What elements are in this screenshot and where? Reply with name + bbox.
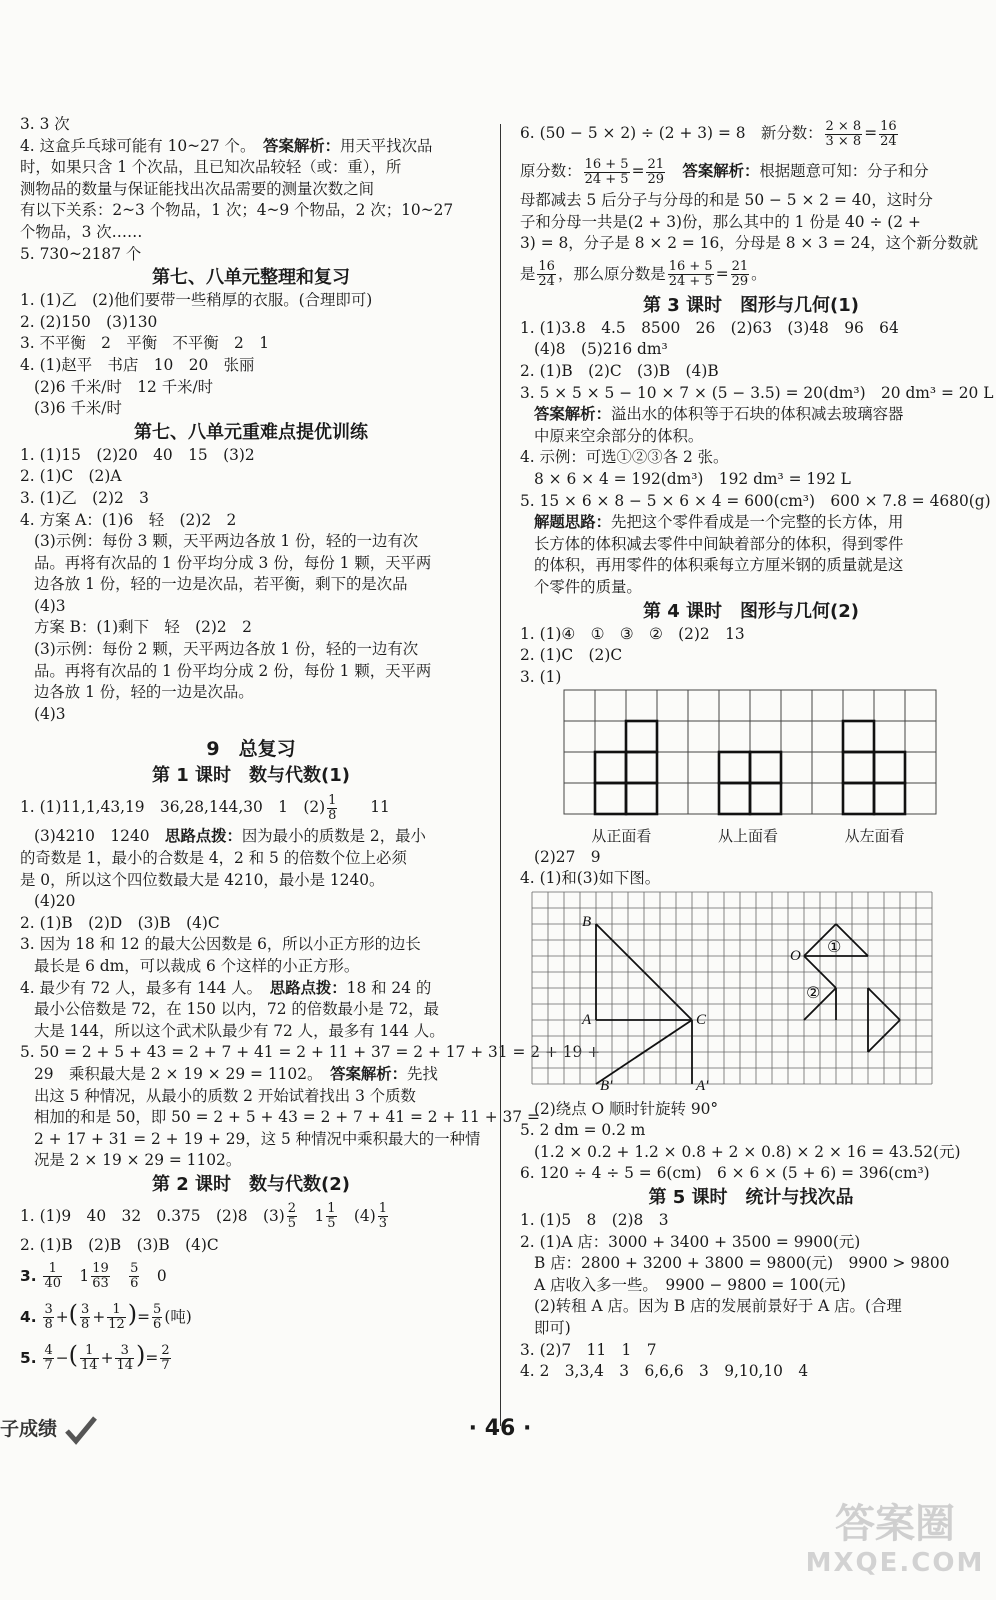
- answer-line: (3)示例：每份 2 颗，天平两边各放 1 份，轻的一边有次: [34, 640, 419, 659]
- answer-line: 29 乘积最大是 2 × 19 × 29 = 1102。: [34, 1064, 331, 1083]
- fraction: $\frac{1}{14}$: [81, 1343, 98, 1374]
- left-view-shape: [843, 721, 905, 814]
- answer-line: 6. 120 ÷ 4 ÷ 5 = 6(cm) 6 × 6 × (5 + 6) = 396(cm³): [520, 1164, 930, 1183]
- answer-value: 11: [370, 798, 390, 817]
- answer-value: 0: [156, 1266, 167, 1285]
- fraction: $\frac{16 + 5}{24 + 5}$: [584, 156, 629, 187]
- brand-corner: [0, 1414, 110, 1454]
- analysis-label: 答案解析：: [682, 162, 760, 180]
- answer-line: 3. (2)7 11 1 7: [520, 1340, 657, 1359]
- item-number: 4.: [20, 1307, 37, 1326]
- point-label-B: B: [582, 914, 592, 931]
- answer-line: 3. 不平衡 2 平衡 不平衡 2 1: [20, 334, 270, 353]
- shape-label-2: ②: [806, 983, 821, 1003]
- answer-line: 有以下关系：2~3 个物品，1 次；4~9 个物品，2 次；10~27: [20, 201, 454, 220]
- answer-line: 1. (1)15 (2)20 40 15 (3)2: [20, 445, 255, 464]
- lesson-heading: 第 2 课时 数与代数(2): [151, 1173, 351, 1195]
- fraction: $\frac{1}{12}$: [108, 1302, 125, 1333]
- answer-line: 1. (1)3.8 4.5 8500 26 (2)63 (3)48 96 64: [520, 318, 899, 337]
- answer-line: 4. (1)和(3)如下图。: [520, 869, 661, 888]
- fraction: $\frac{4}{7}$: [44, 1343, 53, 1374]
- answer-line: 长方体的体积减去零件中间缺着部分的体积，得到零件: [534, 534, 904, 553]
- answer-line: (4)20: [34, 892, 76, 911]
- fraction: $\frac{3}{8}$: [44, 1302, 53, 1333]
- fraction: $\frac{2 \times 8}{3 \times 8}$: [825, 118, 862, 149]
- answer-line: 5. 50 = 2 + 5 + 43 = 2 + 7 + 41 = 2 + 11 + 37 = 2 + 17 + 31 = 2 + 19 +: [20, 1043, 601, 1062]
- watermark-title: 答案圈: [835, 1501, 955, 1547]
- answer-line: 用天平找次品: [340, 136, 433, 155]
- section-heading: 第七、八单元整理和复习: [152, 267, 350, 289]
- answer-line: (2)6 千米/时 12 千米/时: [34, 377, 214, 396]
- section-heading: 第七、八单元重难点提优训练: [134, 421, 368, 443]
- lesson-heading: 第 4 课时 图形与几何(2): [642, 600, 860, 622]
- answer-line: 出这 5 种情况，从最小的质数 2 开始试着找出 3 个质数: [34, 1086, 416, 1105]
- fraction: $\frac{2}{7}$: [161, 1343, 170, 1374]
- brand-text: 子成绩: [0, 1418, 58, 1440]
- answer-line: 原分数：: [520, 162, 582, 180]
- answer-line: (4)3: [34, 596, 66, 615]
- views-grid-figure: [560, 688, 982, 825]
- answer-line: 1. (1)④ ① ③ ② (2)2 13: [520, 624, 745, 643]
- answer-line: 的奇数是 1，最小的合数是 4，2 和 5 的倍数个位上必须: [20, 849, 407, 868]
- right-column: [520, 114, 994, 1383]
- analysis-label: 答案解析：: [534, 405, 611, 424]
- answer-line: 边各放 1 份，轻的一边是次品，若平衡，剩下的是次品: [34, 575, 408, 594]
- item-number: 3.: [20, 1266, 37, 1285]
- answer-line: 方案 B：(1)剩下 轻 (2)2 2: [34, 618, 252, 637]
- operator: −: [55, 1348, 69, 1367]
- answer-line: 况是 2 × 19 × 29 = 1102。: [34, 1151, 242, 1170]
- answer-line: 大是 144，所以这个武术队最少有 72 人，最多有 144 人。: [34, 1021, 445, 1040]
- answer-line: 溢出水的体积等于石块的体积减去玻璃容器: [610, 405, 904, 424]
- answer-line: 3. 3 次: [20, 115, 70, 133]
- answer-line: 3. 5 × 5 × 5 − 10 × 7 × (5 − 3.5) = 20(dm³) 20 dm³ = 20 L: [520, 383, 994, 402]
- fraction: $\frac{16}{24}$: [880, 118, 897, 149]
- fraction: $\frac{3}{14}$: [116, 1343, 134, 1374]
- answer-line: 1. (1)乙 (2)他们要带一些稍厚的衣服。(合理即可): [20, 291, 373, 310]
- answer-value: (4): [353, 1206, 376, 1225]
- watermark-logo: [800, 1500, 990, 1596]
- page-number: · 46 ·: [468, 1416, 532, 1441]
- answer-line: 2 + 17 + 31 = 2 + 19 + 29，这 5 种情况中乘积最大的一种情: [34, 1129, 481, 1148]
- rotation-grid-figure: [522, 890, 982, 1099]
- point-label-Aprime: A′: [696, 1078, 709, 1093]
- answer-line: 是: [520, 264, 536, 283]
- lesson-heading: 第 1 课时 数与代数(1): [151, 765, 351, 787]
- answer-line: (2)27 9: [534, 847, 601, 866]
- view-caption: 从左面看: [844, 826, 905, 845]
- fraction: $\frac{19}{63}$: [92, 1261, 109, 1292]
- answer-line: 3. (1)乙 (2)2 3: [20, 488, 149, 507]
- lesson-heading: 第 5 课时 统计与找次品: [648, 1187, 854, 1209]
- answer-line: 2. (1)C (2)A: [20, 467, 122, 486]
- answer-line: 1. (1)11,1,43,19 36,28,144,30 1 (2): [20, 798, 326, 817]
- answer-line: (2)转租 A 店。因为 B 店的发展前景好于 A 店。(合理: [534, 1297, 902, 1316]
- fraction: $\frac{3}{8}$: [81, 1302, 90, 1333]
- answer-line: 1. (1)5 8 (2)8 3: [520, 1211, 669, 1230]
- fraction: $\frac{16}{24}$: [538, 259, 555, 290]
- answer-line: ，那么原分数是: [557, 264, 666, 283]
- answer-line: 中原来空余部分的体积。: [534, 426, 704, 445]
- punctuation: 。: [751, 264, 767, 283]
- fraction: $\frac{5}{6}$: [130, 1261, 139, 1292]
- rotation-grid: [522, 890, 942, 1092]
- point-label-Bprime: B′: [600, 1078, 613, 1093]
- hint-label: 思路点拨：: [164, 827, 242, 846]
- operator: =: [864, 124, 878, 142]
- answer-line: (2)绕点 O 顺时针旋转 90°: [534, 1099, 719, 1118]
- hint-label: 思路点拨：: [269, 978, 347, 997]
- answer-line: 6. (50 − 5 × 2) ÷ (2 + 3) = 8 新分数：: [520, 124, 823, 142]
- answer-line: 相加的和是 50，即 50 = 2 + 5 + 43 = 2 + 7 + 41 = 2 + 11 + 37 =: [34, 1108, 540, 1127]
- fraction: $\frac{16 + 5}{24 + 5}$: [668, 259, 713, 290]
- operator: =: [715, 264, 729, 283]
- answer-line: 3. (1): [520, 667, 562, 686]
- answer-line: 因为最小的质数是 2，最小: [241, 827, 426, 846]
- answer-line: (4)8 (5)216 dm³: [534, 340, 668, 359]
- answer-line: 3. 因为 18 和 12 的最大公因数是 6，所以小正方形的边长: [20, 935, 421, 954]
- operator: =: [631, 162, 645, 180]
- answer-line: 2. (1)C (2)C: [520, 646, 623, 665]
- fraction: $\frac{21}{29}$: [647, 156, 665, 187]
- answer-line: 2. (1)B (2)C (3)B (4)B: [520, 361, 719, 380]
- chapter-heading: 9 总复习: [206, 738, 296, 761]
- operator: =: [145, 1348, 159, 1367]
- answer-line: 个物品，3 次……: [20, 222, 143, 241]
- answer-line: 8 × 6 × 4 = 192(dm³) 192 dm³ = 192 L: [534, 469, 851, 488]
- answer-line: (3)示例：每份 3 颗，天平两边各放 1 份，轻的一边有次: [34, 532, 419, 551]
- point-label-A: A: [582, 1012, 592, 1029]
- answer-line: 先把这个零件看成是一个完整的长方体，用: [610, 513, 904, 532]
- answer-line: (3)4210 1240: [34, 827, 165, 846]
- point-label-C: C: [696, 1012, 707, 1029]
- answer-line: 时，如果只含 1 个次品，且已知次品较轻（或：重），所: [20, 158, 402, 177]
- left-column: 3. 3 次 4. 这盒乒乓球可能有 10~27 个。 答案解析：用天平找次品 时，如果只含 1 个次品，且已知次品较轻（或：重），所 测物品的数量与保证能找出次品需要的测量次数之间 有以下关系：2~3 个物品，1 次；4~9 个物品，2 次；10~27 个物品，3 次…… 5. 730~2187 个 第七、八单元整理和复习 1. (1)乙 (2)他们要带一些稍厚的衣服。(合理即可) 2. (2)150 (3)130 3. 不平衡 2 平衡 不平衡 2 1 4. (1)赵平 书店 10 20 张丽 (2)6 千米/时 12 千米/时 (3)6 千米/时 第七、八单元重难点提优训练 1. (1)15 (2)20 40 15 (3)2 2. (1)C (2)A 3. (1)乙 (2)2 3 4. 方案 A：(1)6 轻 (2)2 2 (3)示例：每份 3 颗，天平两边各放 1 份，轻的一边有次 品。再将有次品的 1 份平均分成 3 份，每份 1 颗，天平两 边各放 1 份，轻的一边是次品，若平衡，剩下的是次品 (4)3 方案 B：(1)剩下 轻 (2)2 2 (3)示例：每份 2 颗，天平两边各放 1 份，轻的一边有次 品。再将有次品的 1 份平均分成 2 份，每份 1 颗，天平两 边各放 1 份，轻的一边是次品。 (4)3 9 总复习 第 1 课时 数与代数(1) 1. (1)11,1,43,19 36,28,144,30 1 (2) $\frac{1}{8}$ 11 (3)4210 1240 思路点拨：因为最小的质数是 2，最小 的奇数是 1，最小的合数是 4，2 和 5 的倍数个位上必须 是 0，所以这个四位数最大是 4210，最小是 1240。 (4)20 2. (1)B (2)D (3)B (4)C 3. 因为 18 和 12 的最大公因数是 6，所以小正方形的边长 最长是 6 dm，可以裁成 6 个这样的小正方形。 4. 最少有 72 人，最多有 144 人。 思路点拨：18 和 24 的 最小公倍数是 72，在 150 以内，72 的倍数最小是 72，最 大是 144，所以这个武术队最少有 72 人，最多有 144 人。 5. 50 = 2 + 5 + 43 = 2 + 7 + 41 = 2 + 11 + 37 = 2 + 17 + 31 = 2 + 19 + 29 乘积最大是 2 × 19 × 29 = 1102。 答案解析：先找 出这 5 种情况，从最小的质数 2 开始试着找出 3 个质数 相加的和是 50，即 50 = 2 + 5 + 43 = 2 + 7 + 41 = 2 + 11 + 37 = 2 + 17 + 31 = 2 + 19 + 29，这 5 种情况中乘积最大的一种情 况是 2 × 19 × 29 = 1102。 第 2 课时 数与代数(2) 1. (1)9 40 32 0.375 (2)8 (3) $\frac{2}{5}$ 1 $\frac{1}{5}$ (4) $\frac{1}{3}$ 2. (1)B (2)B (3)B (4)C 3. $\frac{1}{40}$ 1 $\frac{19}{63}$ $\frac{5}{6}$ 0 4. $\frac{3}{8}$ +( $\frac{3}{8}$ + $\frac{1}{12}$ )= $\frac{5}{6}$ (吨) 5. $\frac{4}{7}$ −( $\frac{1}{14}$ + $\frac{3}{14}$ )= $\frac{2}{7}$: [20, 115, 601, 1374]
- answer-line: 3) = 8，分子是 8 × 2 = 16，分母是 8 × 3 = 24，这个新分数就: [520, 234, 978, 253]
- answer-line: 最长是 6 dm，可以裁成 6 个这样的小正方形。: [34, 957, 360, 975]
- answer-line: 品。再将有次品的 1 份平均分成 2 份，每份 1 颗，天平两: [34, 661, 432, 680]
- fraction: $\frac{1}{5}$: [327, 1201, 336, 1232]
- solution-label: 解题思路：: [534, 513, 611, 532]
- answer-line: 先找: [407, 1064, 438, 1083]
- fraction: $\frac{1}{8}$: [328, 792, 337, 823]
- item-number: 5.: [20, 1348, 37, 1367]
- answer-line: 2. (1)B (2)D (3)B (4)C: [20, 913, 220, 932]
- operator: +: [55, 1307, 69, 1326]
- front-view-shape: [595, 721, 657, 814]
- answer-line: 18 和 24 的: [346, 978, 432, 997]
- answer-line: 边各放 1 份，轻的一边是次品。: [34, 683, 254, 702]
- fraction: $\frac{1}{3}$: [378, 1201, 388, 1232]
- operator: =: [137, 1307, 151, 1326]
- answer-line: 4. (1)赵平 书店 10 20 张丽: [20, 355, 255, 374]
- analysis-label: 答案解析：: [330, 1064, 408, 1083]
- answer-line: 母都减去 5 后分子与分母的和是 50 − 5 × 2 = 40，这时分: [520, 191, 933, 209]
- answer-line: 4. 最少有 72 人，最多有 144 人。: [20, 978, 270, 997]
- unit: (吨): [164, 1307, 192, 1326]
- answer-line: 5. 730~2187 个: [20, 244, 142, 263]
- views-grid: [560, 688, 940, 818]
- answer-value: 1: [79, 1266, 90, 1285]
- answer-line: (3)6 千米/时: [34, 399, 122, 418]
- answer-line: 4. 2 3,3,4 3 6,6,6 3 9,10,10 4: [520, 1362, 809, 1381]
- answer-line: (4)3: [34, 704, 66, 723]
- answer-line: 2. (2)150 (3)130: [20, 312, 158, 331]
- answer-line: 4. 方案 A：(1)6 轻 (2)2 2: [20, 510, 237, 529]
- answer-line: 根据题意可知：分子和分: [759, 162, 929, 180]
- answer-line: 4. 示例：可选①②③各 2 张。: [520, 448, 729, 467]
- answer-line: 2. (1)A 店：3000 + 3400 + 3500 = 9900(元): [520, 1232, 861, 1251]
- analysis-label: 答案解析：: [263, 136, 341, 155]
- watermark-url: MXQE.COM: [805, 1548, 985, 1578]
- answer-line: (1.2 × 0.2 + 1.2 × 0.8 + 2 × 0.8) × 2 × 16 = 43.52(元): [534, 1142, 961, 1161]
- column-divider: [500, 124, 501, 1426]
- point-label-O: O: [790, 948, 801, 965]
- checkmark-icon: [64, 1415, 98, 1445]
- answer-line: 测物品的数量与保证能找出次品需要的测量次数之间: [20, 179, 374, 198]
- answer-line: 品。再将有次品的 1 份平均分成 3 份，每份 1 颗，天平两: [34, 553, 432, 572]
- answer-line: B 店：2800 + 3200 + 3800 = 9800(元) 9900 > 9800: [534, 1254, 950, 1273]
- answer-line: 5. 2 dm = 0.2 m: [520, 1121, 646, 1140]
- answer-line: 个零件的质量。: [534, 577, 642, 596]
- answer-line: A 店收入多一些。 9900 − 9800 = 100(元): [534, 1275, 846, 1294]
- answer-line: 子和分母一共是(2 + 3)份，那么其中的 1 份是 40 ÷ (2 +: [520, 212, 921, 231]
- answer-line: 4. 这盒乒乓球可能有 10~27 个。: [20, 136, 248, 155]
- answer-line: 最小公倍数是 72，在 150 以内，72 的倍数最小是 72，最: [34, 1000, 440, 1019]
- answer-line: 1. (1)9 40 32 0.375 (2)8 (3): [20, 1206, 285, 1225]
- answer-line: 是 0，所以这个四位数最大是 4210，最小是 1240。: [20, 870, 385, 889]
- answer-value: 1: [314, 1206, 325, 1225]
- answer-line: 的体积，再用零件的体积乘每立方厘米钢的质量就是这: [534, 556, 904, 575]
- fraction: $\frac{2}{5}$: [287, 1201, 297, 1232]
- fraction: $\frac{1}{40}$: [44, 1261, 62, 1292]
- lesson-heading: 第 3 课时 图形与几何(1): [642, 294, 860, 316]
- top-view-shape: [719, 752, 781, 814]
- fraction: $\frac{21}{29}$: [731, 259, 749, 290]
- fraction: $\frac{5}{6}$: [153, 1302, 162, 1333]
- answer-line: 2. (1)B (2)B (3)B (4)C: [20, 1235, 219, 1254]
- view-caption: 从正面看: [591, 826, 652, 845]
- answer-line: 即可): [534, 1319, 571, 1337]
- view-caption: 从上面看: [717, 826, 778, 845]
- view-captions: [558, 825, 938, 847]
- shape-label-1: ①: [827, 937, 842, 957]
- answer-line: 5. 15 × 6 × 8 − 5 × 6 × 4 = 600(cm³) 600 × 7.8 = 4680(g): [520, 491, 991, 510]
